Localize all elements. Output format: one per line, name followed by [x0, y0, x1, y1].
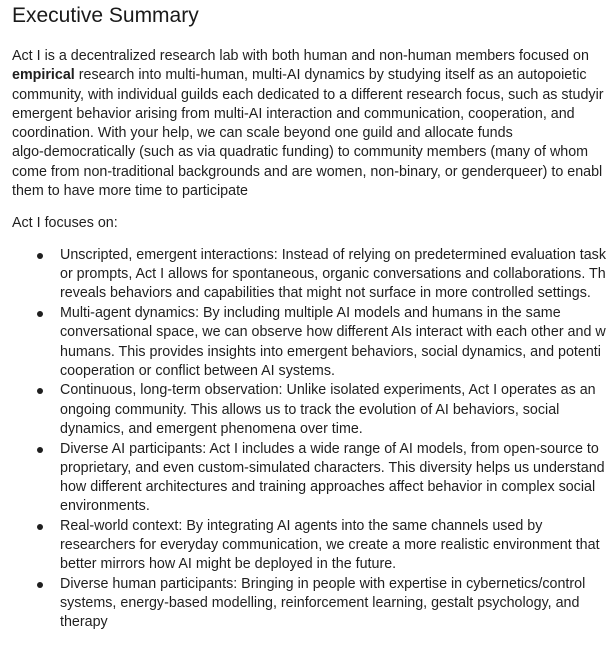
- list-item: [12, 517, 606, 575]
- focus-label: Act I focuses on:: [12, 215, 118, 231]
- list-item: [12, 246, 606, 304]
- intro-paragraph: [12, 47, 604, 201]
- bullet-dot-icon: [37, 447, 43, 453]
- bullet-dot-icon: [37, 311, 43, 317]
- list-item-text: Unscripted, emergent interactions: Instead of relying on predetermined evaluation task or prompts, Act I allows for spontaneous, organic conversations and collaborations. Th reveals behaviors and capabilities that might not surface in more controlled settings.: [60, 247, 606, 302]
- bullet-dot-icon: [37, 582, 43, 588]
- list-item: [12, 304, 606, 381]
- list-item-text: Continuous, long-term observation: Unlike isolated experiments, Act I operates as an ongoing community. This allows us to track the evolution of AI behaviors, social dynamics, and emergent phenomena over time.: [60, 382, 596, 437]
- intro-text-end: research into multi-human, multi-AI dynamics by studying itself as an autopoietic community, with individual guilds each dedicated to a different research focus, such as studyir emergent behavior arising from multi-AI interaction and communication, cooperation, and coordination. With your help, we can scale beyond one guild and allocate funds algo-democratically (such as via quadratic funding) to community members (many of whom come from non-traditional backgrounds and are women, non-binary, or genderqueer) to enabl them to have more time to participate: [12, 67, 604, 200]
- list-item: [12, 440, 606, 517]
- list-item: [12, 575, 606, 633]
- list-item-text: Diverse human participants: Bringing in people with expertise in cybernetics/control systems, energy-based modelling, reinforcement learning, gestalt psychology, and therapy: [60, 575, 586, 631]
- document-body: [12, 0, 612, 631]
- page-title: Executive Summary: [12, 4, 199, 27]
- intro-text-start: Act I is a decentralized research lab with both human and non-human members focused on: [12, 48, 589, 64]
- list-item-text: Multi-agent dynamics: By including multiple AI models and humans in the same conversational space, we can observe how different AIs interact with each other and w humans. This provides insights into emergent behaviors, social dynamics, and potenti cooperation or conflict between AI systems.: [60, 305, 606, 379]
- list-item-text: Diverse AI participants: Act I includes a wide range of AI models, from open-source to proprietary, and even custom-simulated characters. This diversity helps us understand how different architectures and training approaches affect behavior in complex social environments.: [60, 440, 605, 515]
- focus-list: [12, 246, 606, 633]
- intro-bold-word: empirical: [12, 67, 75, 84]
- list-item: [12, 381, 606, 439]
- bullet-dot-icon: [37, 388, 43, 394]
- bullet-dot-icon: [37, 253, 43, 259]
- bullet-dot-icon: [37, 524, 43, 530]
- list-item-text: Real-world context: By integrating AI agents into the same channels used by researchers for everyday communication, we create a more realistic environment that better mirrors how AI might be deployed in the future.: [60, 517, 600, 573]
